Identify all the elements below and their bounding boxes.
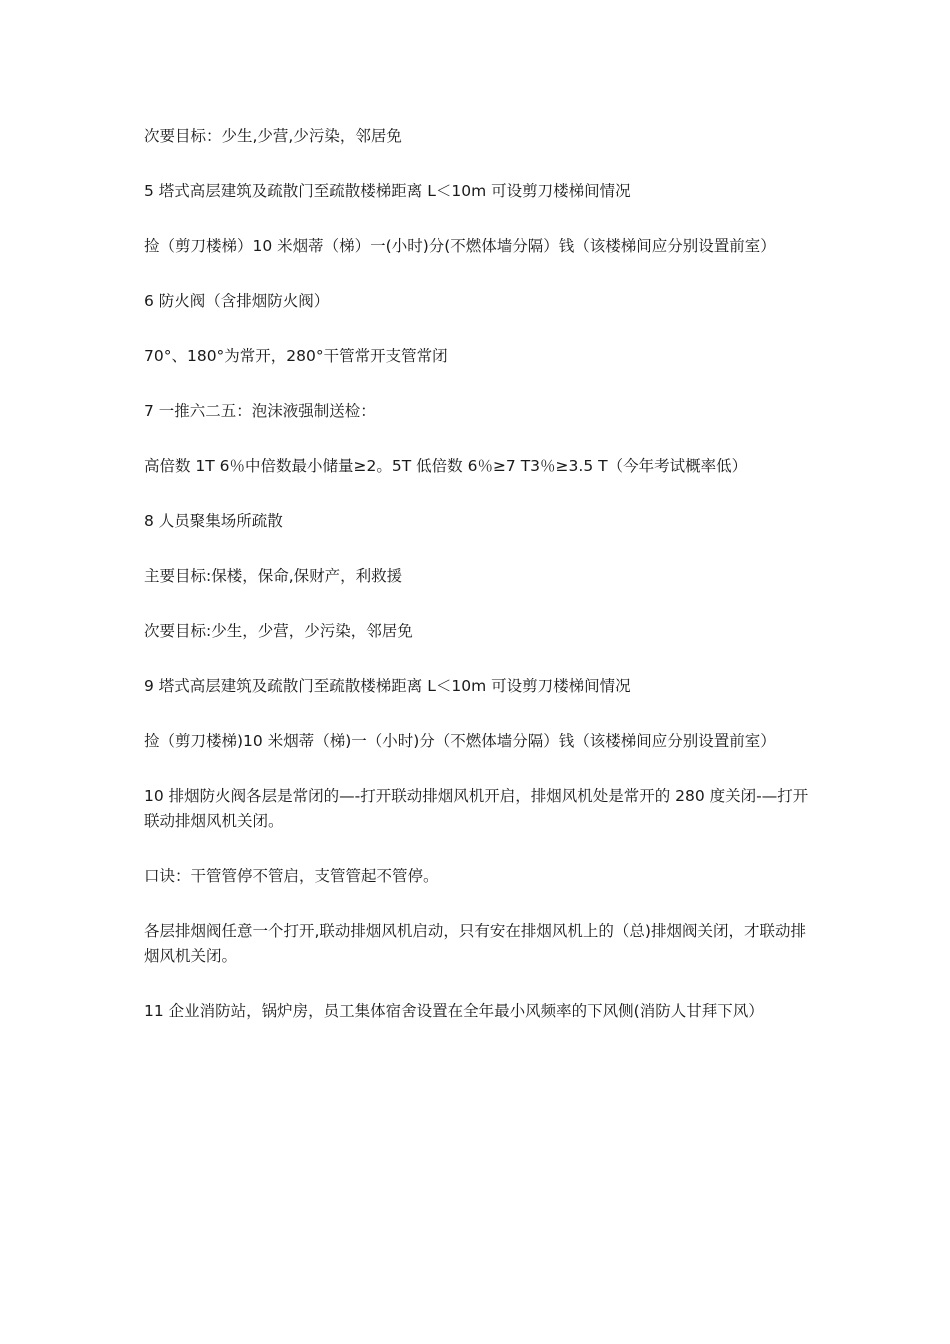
- document-body: [144, 124, 812, 1054]
- paragraph-item-10: 10 排烟防火阀各层是常闭的—-打开联动排烟风机开启，排烟风机处是常开的 280 度关闭-—打开联动排烟风机关闭。: [144, 787, 809, 830]
- paragraph-item-11: 11 企业消防站，锅炉房，员工集体宿舍设置在全年最小风频率的下风侧(消防人甘拜下风）: [144, 1002, 764, 1020]
- paragraph-item-8: 8 人员聚集场所疏散: [144, 512, 283, 530]
- paragraph-mnemonic-scissor-stairs-1: 捡（剪刀楼梯）10 米烟蒂（梯）一(小时)分(不燃体墙分隔）钱（该楼梯间应分别设置前室）: [144, 237, 776, 255]
- paragraph-foam-storage: 高倍数 1T 6％中倍数最小储量≥2。5T 低倍数 6％≥7 T3％≥3.5 T（今年考试概率低）: [144, 457, 748, 475]
- paragraph-item-5: 5 塔式高层建筑及疏散门至疏散楼梯距离 L＜10m 可设剪刀楼梯间情况: [144, 182, 631, 200]
- paragraph-mnemonic-dampers: 口诀：干管管停不管启，支管管起不管停。: [144, 867, 439, 885]
- paragraph-item-6: 6 防火阀（含排烟防火阀）: [144, 292, 330, 310]
- paragraph-secondary-goals-1: 次要目标：少生,少营,少污染，邻居免: [144, 127, 402, 145]
- paragraph-primary-goals: 主要目标:保楼，保命,保财产，利救援: [144, 567, 403, 585]
- paragraph-item-7: 7 一推六二五：泡沫液强制送检：: [144, 402, 376, 420]
- paragraph-secondary-goals-2: 次要目标:少生，少营，少污染，邻居免: [144, 622, 413, 640]
- paragraph-mnemonic-scissor-stairs-2: 捡（剪刀楼梯)10 米烟蒂（梯)一（小时)分（不燃体墙分隔）钱（该楼梯间应分别设置前室）: [144, 732, 776, 750]
- paragraph-damper-temperatures: 70°、180°为常开，280°干管常开支管常闭: [144, 347, 448, 365]
- paragraph-item-9: 9 塔式高层建筑及疏散门至疏散楼梯距离 L＜10m 可设剪刀楼梯间情况: [144, 677, 631, 695]
- paragraph-damper-linkage: 各层排烟阀任意一个打开,联动排烟风机启动，只有安在排烟风机上的（总)排烟阀关闭，才联动排烟风机关闭。: [144, 922, 806, 965]
